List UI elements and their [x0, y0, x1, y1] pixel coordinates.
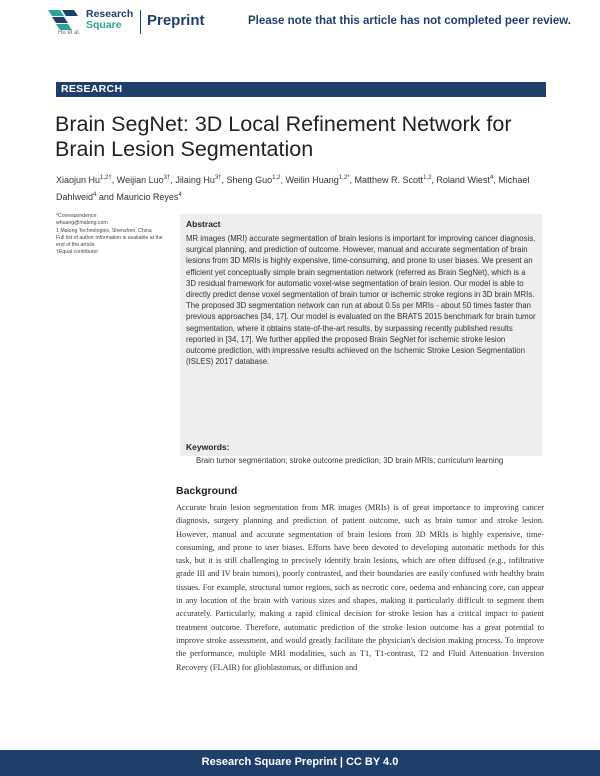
author-affiliation: 4 [93, 192, 97, 198]
footer-bar [0, 750, 600, 776]
background-text: Accurate brain lesion segmentation from MR images (MRIs) is of great importance to improving cancer diagnosis, surgery planning and prediction of patient outcome, such as brain tumor and stroke lesion. However, manual and accurate segmentation of brain lesions from 3D MRIs is highly expensive, time-consuming, and prone to user biases. Efforts have been devoted to developing automatic methods for this task, but it is still challenging to precisely identify brain lesions, which are often diffused (e.g., infiltrative grade III and IV brain tumors), poorly contrasted, and their boundaries are easily confused with healthy brain tissues. For example, structural tumor regions, such as necrotic core, oedema and enhancing core, can appear in any location of the brain with various sizes and shapes, making it particularly difficult to segment them accurately. Particularly, making a rapid clinical decision for stroke lesion has a critical impact to patient treatment outcome. Therefore, automatic prediction of the stroke lesion outcome has a great potential to improve stroke assessment, and would greatly facilitate the physician's decision making process. To improve the performance, multiple MRI modalities, such as T1, T1-contrast, T2 and Fluid Attenuation Inversion Recovery (FLAIR) for glioblastomas, or diffusion and [176, 503, 544, 672]
abstract-box [180, 214, 542, 465]
author-affiliation: 1,2 [272, 175, 281, 181]
author-list: Xiaojun $Hu^{1,2\dagger}$, Weijian Luo$^{3\dagger}$, Jilaing $Hu^{3\dagger}$, Sheng Guo$^{1,2}$, Weilin Huang$^{1,2*}$, Matthew R. Scott$^{1,2}$, Roland Wiest$^4$, Michael Dahlweid$^4$ and Mauricio Reyes$^4$ [56, 175, 530, 202]
author-affiliation: 1,2 [423, 175, 432, 181]
author-name: Matthew R. Scott [354, 175, 424, 185]
section-label: RESEARCH [61, 83, 123, 95]
footer-license[interactable]: Research Square Preprint | CC BY 4.0 [201, 756, 399, 768]
author-name: Weilin Huang [285, 175, 339, 185]
author-affiliation: 3† [163, 175, 171, 181]
section-bar [56, 82, 546, 97]
logo-research: Research [86, 8, 134, 20]
author-name: Sheng Guo [226, 175, 273, 185]
sidenote-line: †Equal contributor [56, 249, 99, 256]
author-name: Jilaing Hu [175, 175, 215, 185]
sidenote-email[interactable]: whuang@malong.com [56, 220, 108, 227]
abstract-text: MR images (MRI) accurate segmentation of brain lesions is important for improving cancer diagnosis, surgical planning, and prediction of outcome. However, manual and accurate segmentation of brain lesions from 3D MRIs is highly expensive, time-consuming, and prone to user biases. We present an efficient yet conceptually simple brain segmentation network (referred as Brain SegNet), which is a 3D residual framework for automatic voxel-wise segmentation of brain lesion. Our model is able to directly predict dense voxel segmentation of brain tumor or ischemic stroke regions in 3D brain MRIs. The proposed 3D segmentation network can run at about 0.5s per MRIs - about 50 times faster than previous approaches [34, 17]. Our model is evaluated on the BRATS 2015 benchmark for brain tumor segmentation, where it obtains state-of-the-art results, by surpassing recently published results reported in [34, 17]. We further applied the proposed Brain SegNet for ischemic stroke lesion outcome prediction, with impressive results achieved on the Ischemic Stroke Lesion Segmentation (ISLES) 2017 database. [186, 234, 536, 367]
preprint-label: Preprint [147, 12, 205, 29]
logo-text [86, 9, 133, 31]
author-affiliation: 1,2† [100, 175, 112, 181]
author-name: Michael Dahlweid [56, 175, 530, 202]
author-affiliation: 4 [489, 175, 494, 181]
logo-square: Square [86, 19, 122, 31]
running-head: Hu et al. [58, 30, 81, 36]
author-name: Mauricio Reyes [116, 192, 179, 202]
author-name: Roland Wiest [436, 175, 490, 185]
background-heading: Background [176, 485, 238, 497]
keywords-text: Brain tumor segmentation; stroke outcome prediction; 3D brain MRIs; curriculum learning [196, 456, 504, 465]
header [0, 0, 600, 58]
author-name: Xiaojun Hu [56, 175, 101, 185]
sidenote-line: 1 Malong Technologies, Shenzhen, China [56, 227, 152, 234]
correspondence-sidenote [56, 213, 171, 257]
logo-divider [140, 10, 141, 34]
author-affiliation: 4 [178, 192, 182, 198]
sidenote-line: Full list of author information is available at the end of the article [56, 234, 163, 249]
abstract-heading: Abstract [186, 219, 221, 229]
author-name: Weijian Luo [116, 175, 164, 185]
author-affiliation: 1,2* [338, 175, 350, 181]
keywords-heading: Keywords: [186, 442, 230, 452]
author-affiliation: 3† [214, 175, 222, 181]
peer-review-notice: Please note that this article has not completed peer review. [248, 15, 571, 27]
paper-title: Brain SegNet: 3D Local Refinement Network for Brain Lesion Segmentation [55, 112, 512, 161]
sidenote-line: *Correspondence: [56, 213, 98, 219]
